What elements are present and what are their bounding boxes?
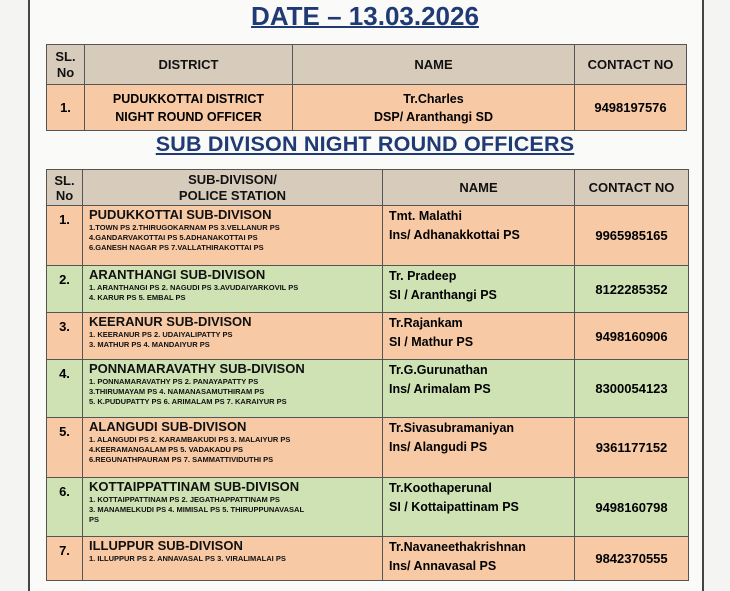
header-sl: SL. No bbox=[47, 170, 83, 206]
subdivision-cell bbox=[83, 478, 383, 537]
station-line: 1. KOTTAIPPATTINAM PS 2. JEGATHAPPATTINAM PS bbox=[89, 495, 280, 504]
station-line: 3. MATHUR PS 4. MANDAIYUR PS bbox=[89, 340, 210, 349]
contact-cell: 9842370555 bbox=[575, 537, 689, 581]
district-table-header bbox=[47, 45, 687, 85]
table-row bbox=[47, 360, 689, 418]
date-title: DATE – 13.03.2026 bbox=[251, 1, 479, 31]
station-line: 3. MANAMELKUDI PS 4. MIMISAL PS 5. THIRUPPUNAVASAL bbox=[89, 505, 305, 514]
sub-division-table bbox=[46, 169, 689, 581]
officer-name: Tr. Pradeep bbox=[389, 269, 457, 283]
officer-cell bbox=[383, 418, 575, 478]
subdivision-cell bbox=[83, 266, 383, 313]
row-sl: 5. bbox=[47, 418, 83, 478]
officer-cell bbox=[383, 537, 575, 581]
row-sl: 3. bbox=[47, 313, 83, 360]
officer-cell bbox=[383, 206, 575, 266]
header-contact: CONTACT NO bbox=[575, 170, 689, 206]
contact-cell: 9361177152 bbox=[575, 418, 689, 478]
officer-cell bbox=[383, 313, 575, 360]
table-row bbox=[47, 313, 689, 360]
station-line: 4.GANDARVAKOTTAI PS 5.ADHANAKOTTAI PS bbox=[89, 233, 258, 242]
table-row bbox=[47, 537, 689, 581]
officer-cell bbox=[383, 478, 575, 537]
row-sl: 4. bbox=[47, 360, 83, 418]
station-line: 4.KEERAMANGALAM PS 5. VADAKADU PS bbox=[89, 445, 244, 454]
officer-cell bbox=[383, 266, 575, 313]
row-sl: 1. bbox=[47, 206, 83, 266]
contact-cell: 9965985165 bbox=[575, 206, 689, 266]
officer-designation: SI / Kottaipattinam PS bbox=[389, 500, 519, 514]
row-sl: 1. bbox=[47, 85, 85, 131]
station-line: 1. ILLUPPUR PS 2. ANNAVASAL PS 3. VIRALIMALAI PS bbox=[89, 554, 286, 563]
header-sl: SL. No bbox=[47, 45, 85, 85]
station-line: 4. KARUR PS 5. EMBAL PS bbox=[89, 293, 186, 302]
subdivision-name: ARANTHANGI SUB-DIVISON bbox=[89, 267, 266, 282]
district-line2: NIGHT ROUND OFFICER bbox=[115, 109, 262, 124]
district-row bbox=[47, 85, 687, 131]
header-contact: CONTACT NO bbox=[575, 45, 687, 85]
officer-name: Tr.Koothaperunal bbox=[389, 481, 492, 495]
row-sl: 7. bbox=[47, 537, 83, 581]
subdivision-name: PUDUKKOTTAI SUB-DIVISON bbox=[89, 207, 272, 222]
subdivision-cell bbox=[83, 418, 383, 478]
subdivision-name: KOTTAIPPATTINAM SUB-DIVISON bbox=[89, 479, 300, 494]
station-line: PS bbox=[89, 515, 100, 524]
district-line1: PUDUKKOTTAI DISTRICT bbox=[112, 91, 265, 106]
table-row bbox=[47, 206, 689, 266]
table-row bbox=[47, 478, 689, 537]
contact-cell: 8122285352 bbox=[575, 266, 689, 313]
header-subdivision: SUB-DIVISON/ POLICE STATION bbox=[83, 170, 383, 206]
row-sl: 6. bbox=[47, 478, 83, 537]
subdivision-cell bbox=[83, 313, 383, 360]
station-line: 1. KEERANUR PS 2. UDAIYALIPATTY PS bbox=[89, 330, 233, 339]
subdivision-name: ILLUPPUR SUB-DIVISON bbox=[89, 538, 243, 553]
station-line: 1.TOWN PS 2.THIRUGOKARNAM PS 3.VELLANUR PS bbox=[89, 223, 280, 232]
officer-designation: Ins/ Arimalam PS bbox=[389, 382, 491, 396]
officer-name: Tr.G.Gurunathan bbox=[389, 363, 488, 377]
officer-name: Tr.Sivasubramaniyan bbox=[389, 421, 515, 435]
officer-designation: Ins/ Adhanakkottai PS bbox=[389, 228, 520, 242]
contact-cell: 8300054123 bbox=[575, 360, 689, 418]
station-line: 6.GANESH NAGAR PS 7.VALLATHIRAKOTTAI PS bbox=[89, 243, 264, 252]
section-title: SUB DIVISON NIGHT ROUND OFFICERS bbox=[155, 132, 575, 156]
subdivision-name: KEERANUR SUB-DIVISON bbox=[89, 314, 252, 329]
officer-designation: SI / Mathur PS bbox=[389, 335, 474, 349]
officer-designation: Ins/ Alangudi PS bbox=[389, 440, 488, 454]
station-line: 1. PONNAMARAVATHY PS 2. PANAYAPATTY PS bbox=[89, 377, 259, 386]
header-district: DISTRICT bbox=[85, 45, 293, 85]
station-line: 5. K.PUDUPATTY PS 6. ARIMALAM PS 7. KARAIYUR PS bbox=[89, 397, 287, 406]
district-cell bbox=[85, 85, 293, 131]
sub-table-header bbox=[47, 170, 689, 206]
officer-name: Tr.Rajankam bbox=[389, 316, 463, 330]
header-name: NAME bbox=[383, 170, 575, 206]
name-cell bbox=[293, 85, 575, 131]
row-sl: 2. bbox=[47, 266, 83, 313]
station-line: 1. ARANTHANGI PS 2. NAGUDI PS 3.AVUDAIYARKOVIL PS bbox=[89, 283, 299, 292]
subdivision-cell bbox=[83, 537, 383, 581]
contact-cell: 9498197576 bbox=[575, 85, 687, 131]
officer-designation: Ins/ Annavasal PS bbox=[389, 559, 497, 573]
officer-designation: SI / Aranthangi PS bbox=[389, 288, 497, 302]
subdivision-cell bbox=[83, 360, 383, 418]
subdivision-name: ALANGUDI SUB-DIVISON bbox=[89, 419, 247, 434]
officer-name: Tmt. Malathi bbox=[389, 209, 462, 223]
station-line: 3.THIRUMAYAM PS 4. NAMANASAMUTHIRAM PS bbox=[89, 387, 265, 396]
subdivision-name: PONNAMARAVATHY SUB-DIVISON bbox=[89, 361, 305, 376]
station-line: 1. ALANGUDI PS 2. KARAMBAKUDI PS 3. MALAIYUR PS bbox=[89, 435, 291, 444]
header-name: NAME bbox=[293, 45, 575, 85]
station-line: 6.REGUNATHPAURAM PS 7. SAMMATTIVIDUTHI PS bbox=[89, 455, 274, 464]
officer-name: Tr.Navaneethakrishnan bbox=[389, 540, 526, 554]
officer-designation: DSP/ Aranthangi SD bbox=[374, 109, 493, 124]
district-officer-table bbox=[46, 44, 687, 131]
officer-name: Tr.Charles bbox=[403, 91, 464, 106]
officer-cell bbox=[383, 360, 575, 418]
subdivision-cell bbox=[83, 206, 383, 266]
contact-cell: 9498160798 bbox=[575, 478, 689, 537]
table-row bbox=[47, 418, 689, 478]
contact-cell: 9498160906 bbox=[575, 313, 689, 360]
table-row bbox=[47, 266, 689, 313]
